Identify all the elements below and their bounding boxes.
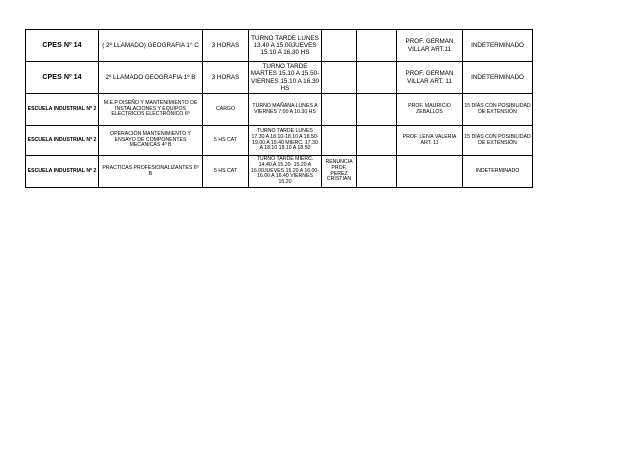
schedule-cell: TURNO TARDE LUNES 17.30 A 18.10-18.10 A 18.50-19.00 A 19.40 MIERC. 17.30 A 18.10 18.10 A 18.50 [249,126,322,156]
extra-cell [357,156,397,188]
schedule-cell: TURNO TARDE MARTES 15.10 A 15.50- VIERNES 15.10 A 16.30 HS [249,62,322,94]
spreadsheet-page [25,29,533,188]
note-cell [322,94,357,126]
note-cell: RENUNCIA PROF. PEREZ CRISTIAN [322,156,357,188]
duration-cell: 15 DÍAS CON POSIBILIDAD DE EXTENSIÓN [463,94,533,126]
hours-cell: 3 HORAS [203,30,249,62]
vacancy-table [25,29,533,188]
subject-cell: 2º LLAMADO GEOGRAFIA 1º B [99,62,203,94]
hours-cell: CARGO [203,94,249,126]
duration-cell: INDETERMINADO [463,62,533,94]
duration-cell: INDETERMINADO [463,156,533,188]
school-cell: ESCUELA INDUSTRIAL Nº 2 [26,126,99,156]
table-row [26,126,533,156]
note-cell [322,30,357,62]
subject-cell: ( 2º LLAMADO) GEOGRAFIA 1° C [99,30,203,62]
extra-cell [357,126,397,156]
duration-cell: 15 DÍAS CON POSIBILIDAD DE EXTENSIÓN [463,126,533,156]
table-row [26,30,533,62]
table-row [26,62,533,94]
subject-cell: M.E.P DISEÑO Y MANTENIMIENTO DE INSTALACIONES Y EQUIPOS ELECTRICOS ELECTRONICO 6º [99,94,203,126]
hours-cell: 5 HS CAT [203,126,249,156]
note-cell [322,126,357,156]
school-cell: ESCUELA INDUSTRIAL Nº 2 [26,156,99,188]
extra-cell [357,30,397,62]
teacher-cell [397,156,463,188]
hours-cell: 5 HS CAT [203,156,249,188]
hours-cell: 3 HORAS [203,62,249,94]
teacher-cell: PROF. GERMAN VILLAR ART.11 [397,30,463,62]
teacher-cell: PROF. MAURICIO ZEBALLOS [397,94,463,126]
schedule-cell: TURNO MAÑANA LUNES A VIERNES 7:00 A 10.30 HS [249,94,322,126]
teacher-cell: PROF. GERMAN VILLAR ART. 11 [397,62,463,94]
school-cell: CPES Nº 14 [26,62,99,94]
school-cell: ESCUELA INDUSTRIAL Nº 2 [26,94,99,126]
teacher-cell: PROF. LEIVA VALERIA ART. 11 [397,126,463,156]
subject-cell: OPERACIÓN MANTENIMIENTO Y ENSAYO DE COMPONENTES MECANICAS 4º B [99,126,203,156]
note-cell [322,62,357,94]
schedule-cell: TURNO TARDE LUNES 13.40 A 15.00JUEVES 15.10 A 16.30 HS [249,30,322,62]
extra-cell [357,94,397,126]
table-row [26,94,533,126]
duration-cell: INDETERMINADO [463,30,533,62]
schedule-cell: TURNO TARDE MIERC. 14.40 A 15.20- 15.20 A 16.00JUEVES 15.20 A 16.00- 16.00 A 16.40 VIERNES 15.20 [249,156,322,188]
extra-cell [357,62,397,94]
subject-cell: PRACTICAS PROFESIONALIZANTES 6º B [99,156,203,188]
table-row [26,156,533,188]
school-cell: CPES Nº 14 [26,30,99,62]
